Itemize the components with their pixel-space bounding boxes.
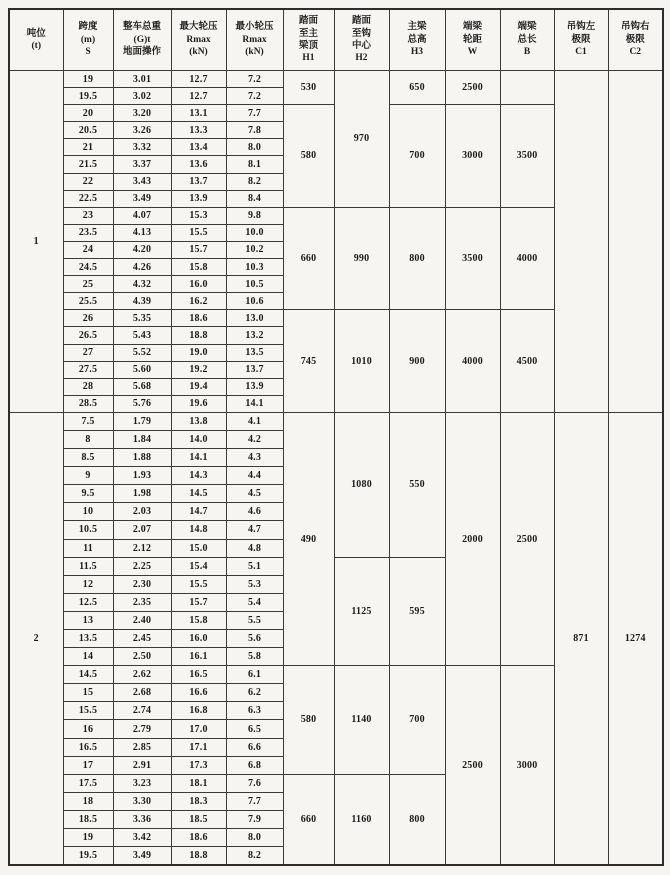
weight-cell: 1.84 [113, 430, 171, 448]
weight-cell: 2.07 [113, 521, 171, 539]
span-cell: 21 [63, 139, 113, 156]
h1-cell: 660 [283, 207, 334, 310]
rmax-cell: 15.0 [171, 539, 226, 557]
weight-cell: 5.76 [113, 395, 171, 412]
weight-cell: 3.42 [113, 829, 171, 847]
rmin-cell: 6.2 [226, 684, 283, 702]
span-cell: 22 [63, 173, 113, 190]
rmax-cell: 17.3 [171, 756, 226, 774]
header-line: 吊钩左 [566, 22, 596, 33]
rmax-cell: 18.8 [171, 327, 226, 344]
span-cell: 12 [63, 575, 113, 593]
weight-cell: 2.68 [113, 684, 171, 702]
weight-cell: 3.20 [113, 105, 171, 122]
tonnage-cell: 1 [9, 71, 63, 413]
rmax-cell: 16.2 [171, 293, 226, 310]
span-cell: 16 [63, 720, 113, 738]
span-cell: 9.5 [63, 485, 113, 503]
span-cell: 17.5 [63, 774, 113, 792]
weight-cell: 5.35 [113, 310, 171, 327]
rmax-cell: 19.2 [171, 361, 226, 378]
weight-cell: 4.32 [113, 276, 171, 293]
rmax-cell: 16.1 [171, 648, 226, 666]
header-line: 总长 [517, 34, 537, 45]
table-header [9, 9, 663, 71]
weight-cell: 5.68 [113, 378, 171, 395]
crane-spec-table [8, 8, 664, 866]
c2-cell: 1274 [608, 412, 663, 865]
weight-cell: 4.26 [113, 259, 171, 276]
header-line: (kN) [189, 47, 208, 58]
span-cell: 19.5 [63, 88, 113, 105]
span-cell: 7.5 [63, 412, 113, 430]
weight-cell: 3.43 [113, 173, 171, 190]
header-line: 吊钩右 [620, 22, 650, 33]
rmin-cell: 7.2 [226, 88, 283, 105]
header-line: 地面操作 [122, 47, 161, 58]
rmin-cell: 7.6 [226, 774, 283, 792]
rmax-cell: 13.1 [171, 105, 226, 122]
header-line: Rmax [242, 34, 267, 45]
rmax-cell: 15.7 [171, 593, 226, 611]
rmin-cell: 7.9 [226, 810, 283, 828]
header-line: (G)t [133, 34, 151, 45]
span-cell: 8.5 [63, 449, 113, 467]
rmax-cell: 18.3 [171, 792, 226, 810]
header-line: Rmax [186, 34, 211, 45]
header-w [445, 9, 500, 71]
header-line: 总高 [407, 34, 427, 45]
span-cell: 24.5 [63, 259, 113, 276]
header-line: 最大轮压 [179, 22, 218, 33]
header-line: 轮距 [462, 34, 482, 45]
span-cell: 10.5 [63, 521, 113, 539]
header-line: 踏面 [298, 16, 318, 27]
header-line: 主梁 [407, 22, 427, 33]
h3-cell: 650 [389, 71, 445, 105]
weight-cell: 4.39 [113, 293, 171, 310]
span-cell: 23.5 [63, 224, 113, 241]
span-cell: 19.5 [63, 847, 113, 865]
weight-cell: 2.62 [113, 666, 171, 684]
rmin-cell: 10.2 [226, 241, 283, 258]
weight-cell: 2.91 [113, 756, 171, 774]
rmax-cell: 14.8 [171, 521, 226, 539]
rmin-cell: 8.4 [226, 190, 283, 207]
span-cell: 28.5 [63, 395, 113, 412]
b-cell: 3500 [500, 105, 554, 208]
header-line: 至钩 [351, 28, 371, 39]
weight-cell: 2.85 [113, 738, 171, 756]
w-cell: 2500 [445, 71, 500, 105]
rmin-cell: 7.7 [226, 105, 283, 122]
h2-cell: 970 [334, 71, 389, 208]
header-tonnage [9, 9, 63, 71]
header-c1 [554, 9, 608, 71]
b-cell: 4500 [500, 310, 554, 413]
rmin-cell: 8.0 [226, 139, 283, 156]
header-h1 [283, 9, 334, 71]
h1-cell: 530 [283, 71, 334, 105]
span-cell: 25 [63, 276, 113, 293]
header-line: 整车总重 [122, 22, 161, 33]
header-line: B [523, 47, 531, 58]
w-cell: 2000 [445, 412, 500, 665]
h3-cell: 700 [389, 105, 445, 208]
h3-cell: 700 [389, 666, 445, 775]
rmin-cell: 9.8 [226, 207, 283, 224]
rmax-cell: 15.5 [171, 575, 226, 593]
rmin-cell: 8.0 [226, 829, 283, 847]
rmin-cell: 13.5 [226, 344, 283, 361]
weight-cell: 4.07 [113, 207, 171, 224]
rmax-cell: 14.3 [171, 467, 226, 485]
rmin-cell: 5.1 [226, 557, 283, 575]
header-span [63, 9, 113, 71]
rmax-cell: 15.4 [171, 557, 226, 575]
h2-cell: 990 [334, 207, 389, 310]
rmin-cell: 5.3 [226, 575, 283, 593]
rmin-cell: 7.7 [226, 792, 283, 810]
weight-cell: 4.20 [113, 241, 171, 258]
weight-cell: 5.43 [113, 327, 171, 344]
weight-cell: 3.23 [113, 774, 171, 792]
span-cell: 15 [63, 684, 113, 702]
span-cell: 28 [63, 378, 113, 395]
header-line: 踏面 [351, 16, 371, 27]
rmax-cell: 17.0 [171, 720, 226, 738]
weight-cell: 2.50 [113, 648, 171, 666]
span-cell: 16.5 [63, 738, 113, 756]
header-line: S [85, 47, 91, 58]
c1-cell: 871 [554, 412, 608, 865]
rmin-cell: 6.5 [226, 720, 283, 738]
header-line: 极限 [571, 34, 591, 45]
weight-cell: 3.01 [113, 71, 171, 88]
rmax-cell: 14.1 [171, 449, 226, 467]
rmax-cell: 16.0 [171, 630, 226, 648]
header-line: C1 [575, 47, 587, 58]
weight-cell: 3.30 [113, 792, 171, 810]
rmax-cell: 16.6 [171, 684, 226, 702]
span-cell: 18 [63, 792, 113, 810]
rmax-cell: 18.6 [171, 310, 226, 327]
rmax-cell: 16.5 [171, 666, 226, 684]
rmax-cell: 19.0 [171, 344, 226, 361]
rmin-cell: 13.0 [226, 310, 283, 327]
header-line: 最小轮压 [235, 22, 274, 33]
rmax-cell: 16.8 [171, 702, 226, 720]
weight-cell: 2.35 [113, 593, 171, 611]
span-cell: 21.5 [63, 156, 113, 173]
header-line: W [467, 47, 478, 58]
rmin-cell: 4.2 [226, 430, 283, 448]
span-cell: 27.5 [63, 361, 113, 378]
span-cell: 20 [63, 105, 113, 122]
weight-cell: 2.25 [113, 557, 171, 575]
span-cell: 19 [63, 829, 113, 847]
span-cell: 19 [63, 71, 113, 88]
weight-cell: 3.26 [113, 122, 171, 139]
weight-cell: 2.74 [113, 702, 171, 720]
h1-cell: 580 [283, 105, 334, 208]
rmin-cell: 5.4 [226, 593, 283, 611]
weight-cell: 5.60 [113, 361, 171, 378]
h1-cell: 580 [283, 666, 334, 775]
rmin-cell: 8.2 [226, 847, 283, 865]
span-cell: 24 [63, 241, 113, 258]
h1-cell: 660 [283, 774, 334, 865]
b-cell: 4000 [500, 207, 554, 310]
w-cell: 3500 [445, 207, 500, 310]
weight-cell: 2.79 [113, 720, 171, 738]
header-line: (kN) [245, 47, 264, 58]
header-line: H2 [355, 53, 368, 64]
rmax-cell: 13.3 [171, 122, 226, 139]
span-cell: 12.5 [63, 593, 113, 611]
span-cell: 9 [63, 467, 113, 485]
rmax-cell: 15.7 [171, 241, 226, 258]
rmin-cell: 8.1 [226, 156, 283, 173]
header-line: H3 [410, 47, 424, 58]
span-cell: 22.5 [63, 190, 113, 207]
rmax-cell: 13.6 [171, 156, 226, 173]
rmax-cell: 14.7 [171, 503, 226, 521]
rmax-cell: 19.4 [171, 378, 226, 395]
rmax-cell: 18.5 [171, 810, 226, 828]
rmax-cell: 14.0 [171, 430, 226, 448]
h2-cell: 1010 [334, 310, 389, 413]
b-cell: 3000 [500, 666, 554, 865]
h2-cell: 1140 [334, 666, 389, 775]
span-cell: 13 [63, 611, 113, 629]
span-cell: 14.5 [63, 666, 113, 684]
header-row [9, 9, 663, 71]
weight-cell: 4.13 [113, 224, 171, 241]
span-cell: 11.5 [63, 557, 113, 575]
weight-cell: 1.79 [113, 412, 171, 430]
h1-cell: 490 [283, 412, 334, 665]
rmin-cell: 10.6 [226, 293, 283, 310]
header-line: 端梁 [517, 22, 537, 33]
rmax-cell: 18.1 [171, 774, 226, 792]
rmin-cell: 4.8 [226, 539, 283, 557]
span-cell: 26 [63, 310, 113, 327]
rmin-cell: 6.3 [226, 702, 283, 720]
weight-cell: 2.03 [113, 503, 171, 521]
rmin-cell: 6.6 [226, 738, 283, 756]
header-line: 极限 [625, 34, 645, 45]
rmax-cell: 12.7 [171, 88, 226, 105]
tonnage-cell: 2 [9, 412, 63, 865]
span-cell: 13.5 [63, 630, 113, 648]
header-line: 至主 [298, 28, 318, 39]
header-line: C2 [629, 47, 642, 58]
rmax-cell: 16.0 [171, 276, 226, 293]
span-cell: 8 [63, 430, 113, 448]
header-line: 中心 [351, 41, 371, 51]
span-cell: 17 [63, 756, 113, 774]
header-b [500, 9, 554, 71]
header-h3 [389, 9, 445, 71]
rmin-cell: 4.3 [226, 449, 283, 467]
rmax-cell: 18.6 [171, 829, 226, 847]
weight-cell: 2.40 [113, 611, 171, 629]
weight-cell: 3.37 [113, 156, 171, 173]
span-cell: 23 [63, 207, 113, 224]
rmax-cell: 18.8 [171, 847, 226, 865]
h3-cell: 800 [389, 774, 445, 865]
rmax-cell: 13.7 [171, 173, 226, 190]
header-line: (m) [80, 34, 96, 45]
table-row [9, 71, 663, 88]
rmin-cell: 13.9 [226, 378, 283, 395]
h2-cell: 1160 [334, 774, 389, 865]
rmax-cell: 15.8 [171, 259, 226, 276]
span-cell: 18.5 [63, 810, 113, 828]
w-cell: 3000 [445, 105, 500, 208]
rmin-cell: 4.7 [226, 521, 283, 539]
rmax-cell: 19.6 [171, 395, 226, 412]
table-row [9, 412, 663, 430]
rmax-cell: 12.7 [171, 71, 226, 88]
rmin-cell: 5.8 [226, 648, 283, 666]
rmin-cell: 10.0 [226, 224, 283, 241]
rmin-cell: 10.5 [226, 276, 283, 293]
span-cell: 15.5 [63, 702, 113, 720]
rmin-cell: 5.5 [226, 611, 283, 629]
span-cell: 25.5 [63, 293, 113, 310]
rmin-cell: 13.2 [226, 327, 283, 344]
rmin-cell: 7.8 [226, 122, 283, 139]
rmin-cell: 4.5 [226, 485, 283, 503]
b-cell: 2500 [500, 412, 554, 665]
h1-cell: 745 [283, 310, 334, 413]
weight-cell: 2.45 [113, 630, 171, 648]
w-cell: 2500 [445, 666, 500, 865]
weight-cell: 3.36 [113, 810, 171, 828]
h3-cell: 800 [389, 207, 445, 310]
header-line: 跨度 [78, 22, 98, 33]
rmax-cell: 13.8 [171, 412, 226, 430]
weight-cell: 1.88 [113, 449, 171, 467]
header-c2 [608, 9, 663, 71]
rmax-cell: 13.4 [171, 139, 226, 156]
rmin-cell: 6.1 [226, 666, 283, 684]
rmin-cell: 8.2 [226, 173, 283, 190]
weight-cell: 3.02 [113, 88, 171, 105]
rmin-cell: 5.6 [226, 630, 283, 648]
span-cell: 27 [63, 344, 113, 361]
rmin-cell: 4.1 [226, 412, 283, 430]
h3-cell: 550 [389, 412, 445, 557]
rmax-cell: 17.1 [171, 738, 226, 756]
rmin-cell: 13.7 [226, 361, 283, 378]
rmin-cell: 7.2 [226, 71, 283, 88]
header-rmin [226, 9, 283, 71]
span-cell: 20.5 [63, 122, 113, 139]
weight-cell: 1.93 [113, 467, 171, 485]
rmax-cell: 13.9 [171, 190, 226, 207]
span-cell: 10 [63, 503, 113, 521]
header-line: (t) [31, 41, 41, 51]
header-rmax [171, 9, 226, 71]
rmin-cell: 4.4 [226, 467, 283, 485]
h3-cell: 900 [389, 310, 445, 413]
table-body [9, 71, 663, 866]
rmax-cell: 15.5 [171, 224, 226, 241]
weight-cell: 3.32 [113, 139, 171, 156]
rmin-cell: 10.3 [226, 259, 283, 276]
header-line: 端梁 [462, 22, 482, 33]
header-line: 吨位 [26, 28, 46, 39]
b-cell [500, 71, 554, 105]
c2-cell [608, 71, 663, 413]
weight-cell: 2.12 [113, 539, 171, 557]
rmax-cell: 14.5 [171, 485, 226, 503]
weight-cell: 3.49 [113, 190, 171, 207]
rmin-cell: 6.8 [226, 756, 283, 774]
c1-cell [554, 71, 608, 413]
rmax-cell: 15.8 [171, 611, 226, 629]
h2-cell: 1125 [334, 557, 389, 666]
header-weight [113, 9, 171, 71]
rmax-cell: 15.3 [171, 207, 226, 224]
header-line: 梁顶 [298, 41, 318, 51]
rmin-cell: 14.1 [226, 395, 283, 412]
rmin-cell: 4.6 [226, 503, 283, 521]
span-cell: 11 [63, 539, 113, 557]
weight-cell: 5.52 [113, 344, 171, 361]
weight-cell: 2.30 [113, 575, 171, 593]
h3-cell: 595 [389, 557, 445, 666]
h2-cell: 1080 [334, 412, 389, 557]
weight-cell: 3.49 [113, 847, 171, 865]
w-cell: 4000 [445, 310, 500, 413]
header-h2 [334, 9, 389, 71]
span-cell: 14 [63, 648, 113, 666]
span-cell: 26.5 [63, 327, 113, 344]
header-line: H1 [302, 53, 315, 64]
weight-cell: 1.98 [113, 485, 171, 503]
